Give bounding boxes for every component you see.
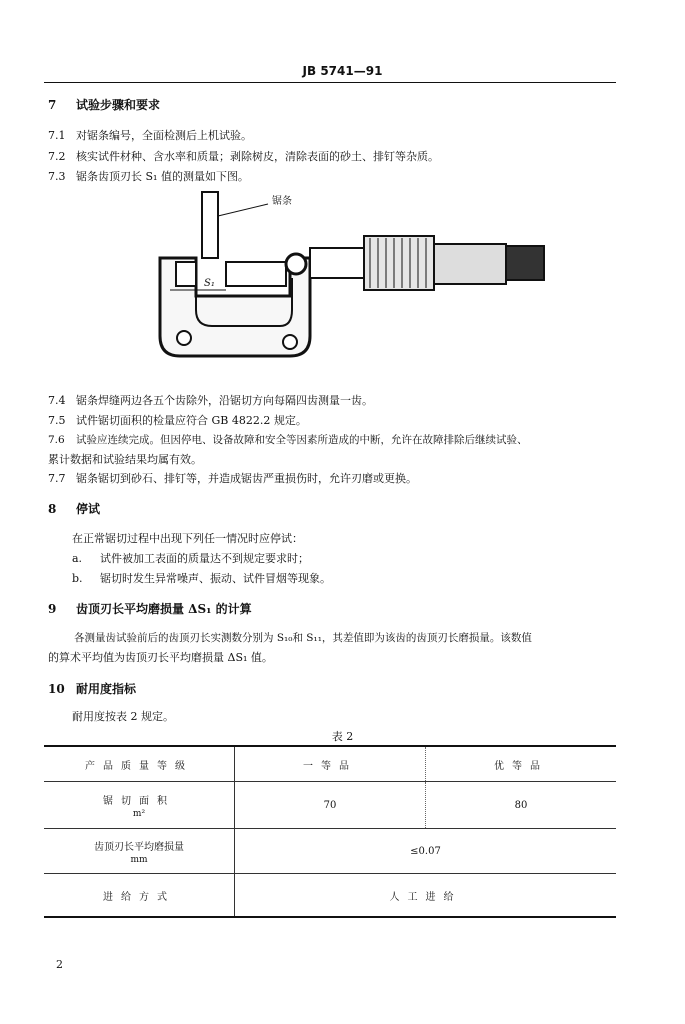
table-header-row: [44, 746, 616, 782]
micrometer-figure: [140, 186, 560, 386]
row-wear-value: ≤0.07: [235, 829, 617, 874]
sleeve-shape: [310, 248, 364, 278]
header-superior: 优等品: [426, 746, 617, 782]
row-wear-label-cell: [44, 829, 235, 874]
row-feed-value: 人工进给: [235, 874, 617, 918]
spindle-shape: [226, 262, 286, 286]
clause-7-1: 7.1 对锯条编号，全面检测后上机试验。: [48, 129, 252, 142]
table-row-feed: [44, 874, 616, 918]
saw-leader-line: [218, 204, 268, 216]
stop-item-a: a. 试件被加工表面的质量达不到规定要求时；: [72, 552, 309, 565]
row-area-v2: 80: [426, 782, 617, 829]
section-10-intro: 耐用度按表 2 规定。: [72, 710, 174, 723]
clause-7-6: 7.6 试验应连续完成。但因停电、设备故障和安全等因素所造成的中断，允许在故障排除后继续试验、: [48, 434, 528, 446]
row-area-unit: m²: [132, 808, 146, 819]
row-wear-unit: mm: [130, 854, 148, 865]
doc-id: JB 5741—91: [302, 64, 383, 78]
figure-label-saw: 锯条: [272, 196, 292, 207]
section-7-heading: 7 试验步骤和要求: [48, 98, 161, 112]
section-9-heading: 9 齿顶刃长平均磨损量 ΔS₁ 的计算: [48, 602, 252, 616]
table-row-wear: [44, 829, 616, 874]
header-first-class: 一等品: [235, 746, 426, 782]
clause-7-3: 7.3 锯条齿顶刃长 S₁ 值的测量如下图。: [48, 170, 249, 183]
ratchet-shape: [506, 246, 544, 280]
micrometer-drawing: [140, 186, 560, 386]
section-8-heading: 8 停试: [48, 502, 101, 516]
row-feed-label: 进给方式: [44, 874, 235, 918]
section-10-heading: 10 耐用度指标: [48, 682, 137, 696]
figure-label-s1: S₁: [204, 278, 215, 289]
stop-item-b: b. 锯切时发生异常噪声、振动、试件冒烟等现象。: [72, 572, 331, 585]
row-wear-label: 齿顶刃长平均磨损量: [94, 841, 184, 853]
section-8-intro: 在正常锯切过程中出现下列任一情况时应停试：: [72, 532, 303, 545]
table-row-area: [44, 782, 616, 829]
clause-7-6-cont: 累计数据和试验结果均属有效。: [48, 453, 202, 466]
clause-7-5: 7.5 试件锯切面积的检量应符合 GB 4822.2 规定。: [48, 414, 307, 427]
clause-7-4: 7.4 锯条焊缝两边各五个齿除外，沿锯切方向每隔四齿测量一齿。: [48, 394, 373, 407]
row-area-v1: 70: [235, 782, 426, 829]
table-2: [44, 745, 616, 918]
saw-blade-shape: [202, 192, 218, 258]
page-number: 2: [56, 958, 63, 971]
header-rule: [44, 82, 616, 83]
row-area-label-cell: [44, 782, 235, 829]
header-grade: 产品质量等级: [44, 746, 235, 782]
clause-7-2: 7.2 核实试件材种、含水率和质量；剥除树皮，清除表面的砂土、排钉等杂质。: [48, 150, 439, 163]
frame-screw-right: [283, 335, 297, 349]
section-9-para-1: 各测量齿试验前后的齿顶刃长实测数分别为 S₁₀和 S₁₁，其差值即为该齿的齿顶刃长磨损量。该数值: [74, 632, 532, 644]
thimble-shape: [364, 236, 434, 290]
section-9-para-2: 的算术平均值为齿顶刃长平均磨损量 ΔS₁ 值。: [48, 651, 273, 664]
clause-7-7: 7.7 锯条锯切到砂石、排钉等，并造成锯齿严重损伤时，允许刃磨或更换。: [48, 472, 417, 485]
row-area-label: 锯切面积: [103, 795, 175, 807]
anvil-shape: [176, 262, 196, 286]
frame-screw-left: [177, 331, 191, 345]
knob-shape: [434, 244, 506, 284]
lock-knob: [286, 254, 306, 274]
table-2-caption: 表 2: [331, 730, 354, 743]
